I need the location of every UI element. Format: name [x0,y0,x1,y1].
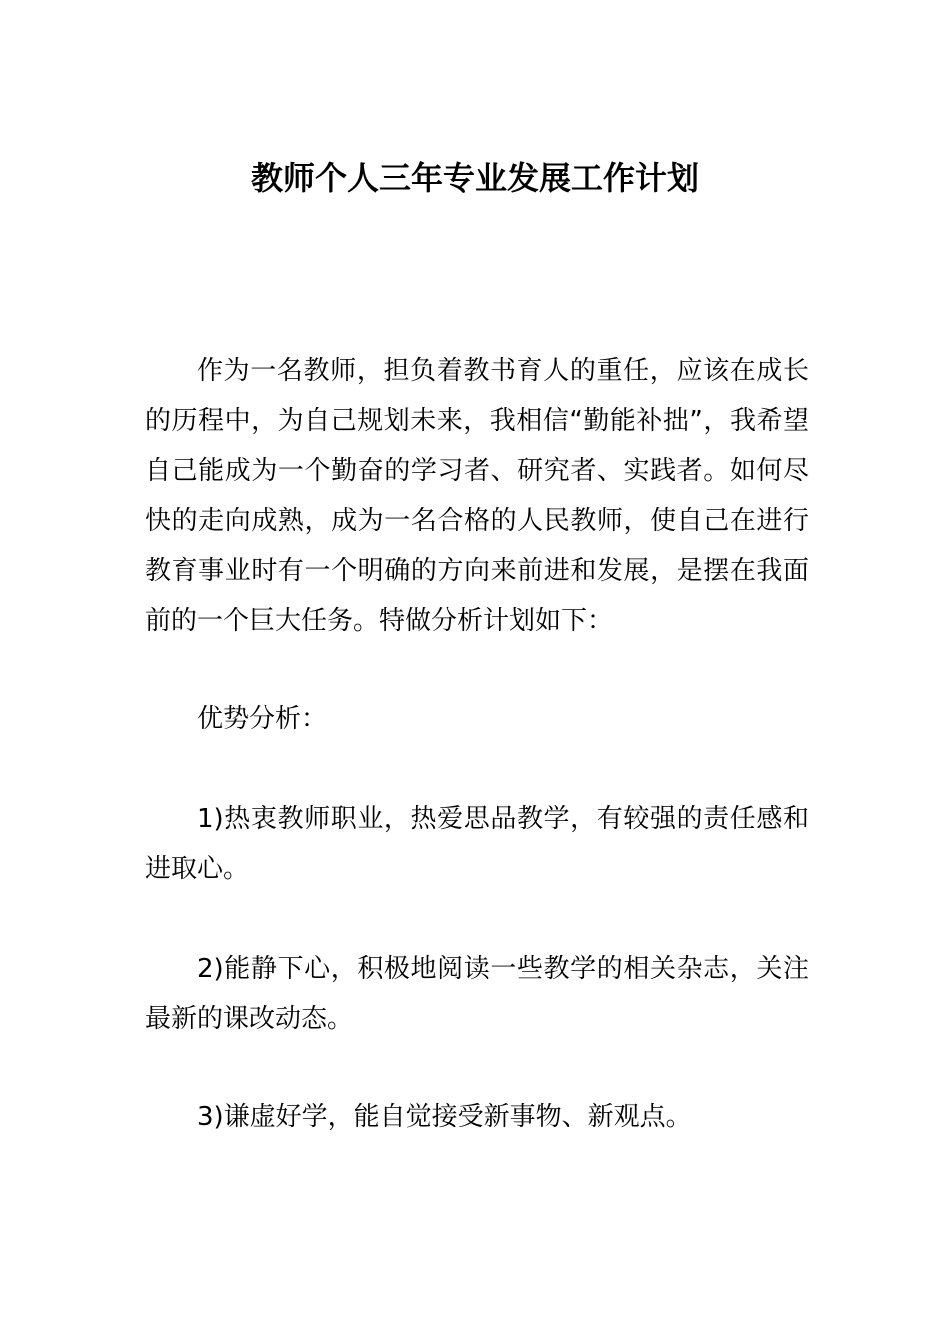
list-item: 2)能静下心，积极地阅读一些教学的相关杂志，关注最新的课改动态。 [145,954,809,1034]
document-title: 教师个人三年专业发展工作计划 [250,159,699,197]
intro-paragraph: 作为一名教师，担负着教书育人的重任，应该在成长的历程中，为自己规划未来，我相信“勤能补拙”，我希望自己能成为一个勤奋的学习者、研究者、实践者。如何尽快的走向成熟，成为一名合格的人民教师，使自己在进行教育事业时有一个明确的方向来前进和发展，是摆在我面前的一个巨大任务。特做分析计划如下： [145,356,809,636]
list-item: 1)热衷教师职业，热爱思品教学，有较强的责任感和进取心。 [145,804,809,884]
list-item: 3)谦虚好学，能自觉接受新事物、新观点。 [197,1102,692,1132]
section-heading: 优势分析： [197,704,328,734]
